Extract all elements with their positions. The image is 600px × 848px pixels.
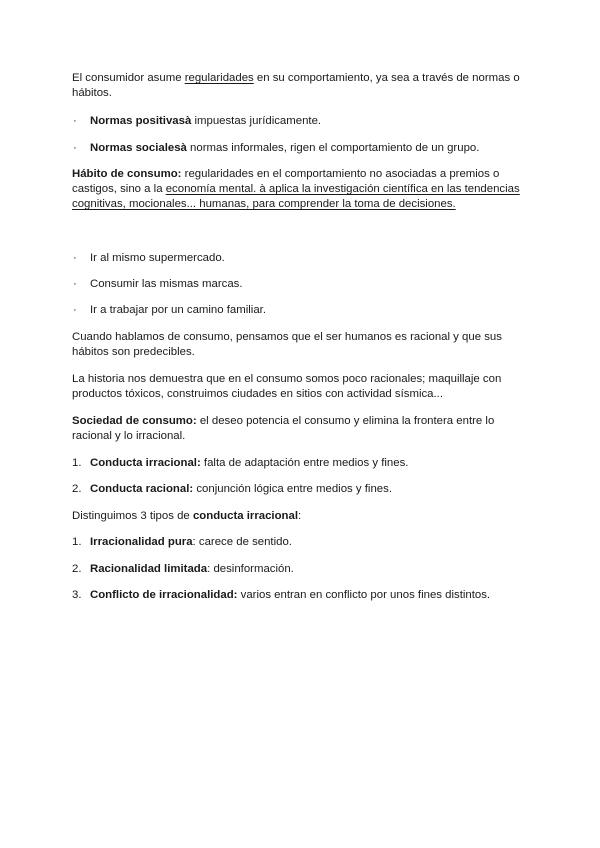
regularidades-underlined: regularidades <box>184 72 254 84</box>
intro-text: El consumidor asume <box>72 72 185 84</box>
distinguish-end: : <box>298 510 302 522</box>
paragraph-history: La historia nos demuestra que en el consumo somos poco racionales; maquillaje con productos tóxicos, construimos ciudades en sitios con actividad sísmica... <box>72 373 502 400</box>
item-number: 2. <box>72 563 82 575</box>
bullet-mark: · <box>73 252 77 264</box>
item-text: varios entran en conflicto por unos fines distintos. <box>237 589 491 601</box>
term-bold: Sociedad de consumo: <box>72 415 197 427</box>
intro-paragraph <box>72 71 532 101</box>
distinguish-text: Distinguimos 3 tipos de <box>72 510 193 522</box>
term-bold: Conducta irracional: <box>90 457 201 469</box>
item-number: 1. <box>72 536 82 548</box>
bullet-mark: · <box>73 304 77 316</box>
item-number: 2. <box>72 483 82 495</box>
habit-underlined-text: economía mental. à aplica la investigación científica en las tendencias cognitivas, mocionales... humanas, para comprender la toma de decisiones. <box>72 183 520 210</box>
item-number: 3. <box>72 589 82 601</box>
item-text: : desinformación. <box>207 563 294 575</box>
bullet-text: Ir al mismo supermercado. <box>90 252 225 264</box>
numbered-item <box>72 588 532 603</box>
item-text: falta de adaptación entre medios y fines. <box>200 457 409 469</box>
numbered-item <box>72 535 532 550</box>
term-bold: Normas positivasà <box>90 115 192 127</box>
numbered-item <box>72 562 532 577</box>
numbered-item <box>72 482 532 497</box>
numbered-item <box>72 456 532 471</box>
term-bold: Hábito de consumo: <box>72 168 182 180</box>
term-bold: Racionalidad limitada <box>90 563 208 575</box>
item-number: 1. <box>72 457 82 469</box>
society-paragraph <box>72 414 532 444</box>
item-text: conjunción lógica entre medios y fines. <box>193 483 392 495</box>
term-bold: Conducta racional: <box>90 483 194 495</box>
bullet-mark: · <box>73 142 77 154</box>
society-text: el deseo potencia el consumo y elimina la frontera entre lo racional y lo irracional. <box>72 415 495 442</box>
intro-text-end: en su comportamiento, ya sea a través de normas o hábitos. <box>72 72 520 99</box>
item-text: : carece de sentido. <box>192 536 292 548</box>
term-definition: impuestas jurídicamente. <box>191 115 322 127</box>
bullet-text: Ir a trabajar por un camino familiar. <box>90 304 266 316</box>
bullet-mark: · <box>73 115 77 127</box>
term-bold: Irracionalidad pura <box>90 536 193 548</box>
term-bold: Conflicto de irracionalidad: <box>90 589 238 601</box>
habit-text: regularidades en el comportamiento no asociadas a premios o castigos, sino a la <box>72 168 500 195</box>
term-bold: Normas socialesà <box>90 142 187 154</box>
term-definition: normas informales, rigen el comportamiento de un grupo. <box>186 142 480 154</box>
paragraph-rational: Cuando hablamos de consumo, pensamos que el ser humanos es racional y que sus hábitos son predecibles. <box>72 331 502 358</box>
bullet-mark: · <box>73 278 77 290</box>
term-bold: conducta irracional <box>192 510 299 522</box>
habit-paragraph <box>72 167 532 212</box>
distinguish-paragraph <box>72 509 532 524</box>
bullet-text: Consumir las mismas marcas. <box>90 278 243 290</box>
